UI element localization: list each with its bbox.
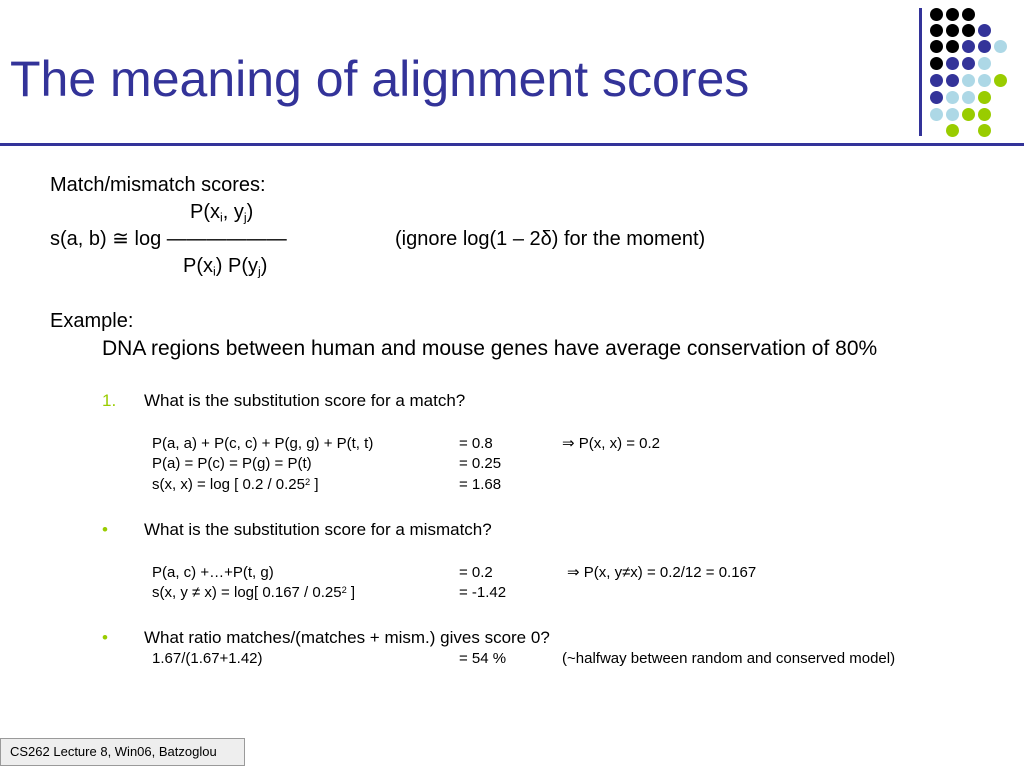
calc-row-left: 1.67/(1.67+1.42) xyxy=(152,650,263,667)
subscript: j xyxy=(243,210,247,225)
calc-row-mid: = 0.25 xyxy=(459,455,502,472)
decor-dot xyxy=(962,24,975,37)
calc-row-left xyxy=(152,477,319,492)
decor-dot xyxy=(930,91,943,104)
list-bullet: • xyxy=(102,520,108,539)
decor-dot xyxy=(946,8,959,21)
formula-text: ] xyxy=(310,476,319,493)
decor-dot xyxy=(978,74,991,87)
formula-text: ] xyxy=(346,584,356,601)
decor-dot xyxy=(978,91,991,104)
formula-text: ) xyxy=(260,255,268,277)
example-heading: Example: xyxy=(50,310,134,332)
calc-row-mid: = -1.42 xyxy=(459,584,507,601)
superscript: 2 xyxy=(341,584,347,595)
subscript: j xyxy=(257,264,261,279)
title-divider xyxy=(0,143,1024,146)
decor-dot xyxy=(978,24,991,37)
calc-row-left xyxy=(152,585,355,600)
list-marker-1: 1. xyxy=(102,391,117,410)
calc-row-mid: = 0.8 xyxy=(459,435,493,452)
decor-dot xyxy=(994,40,1007,53)
formula-numerator xyxy=(190,201,254,225)
decor-dot xyxy=(946,74,959,87)
formula-text: P(x xyxy=(190,201,220,223)
decor-dot xyxy=(946,108,959,121)
formula-denominator xyxy=(183,255,268,279)
formula-text: P(x xyxy=(183,255,213,277)
calc-row-mid: = 54 % xyxy=(459,650,507,667)
decor-dot xyxy=(946,57,959,70)
example-description: DNA regions between human and mouse genes have average conservation of 80% xyxy=(102,337,878,360)
decor-dot xyxy=(962,40,975,53)
match-section-heading: Match/mismatch scores: xyxy=(50,174,266,196)
calc-row-left: P(a, a) + P(c, c) + P(g, g) + P(t, t) xyxy=(152,435,374,452)
decor-dot xyxy=(946,24,959,37)
decor-dot xyxy=(962,91,975,104)
subscript: i xyxy=(213,264,216,279)
formula-text: s(x, x) = log [ 0.2 / 0.25 xyxy=(152,476,305,493)
list-bullet: • xyxy=(102,628,108,647)
question-mismatch: What is the substitution score for a mismatch? xyxy=(144,520,492,539)
decor-dot xyxy=(978,124,991,137)
decor-dot xyxy=(946,124,959,137)
formula-text: s(x, y ≠ x) = log[ 0.167 / 0.25 xyxy=(152,584,342,601)
calc-row-right: ⇒ P(x, x) = 0.2 xyxy=(562,435,661,452)
formula-text: ) xyxy=(246,201,254,223)
decor-dot xyxy=(930,8,943,21)
calc-row-right: ⇒ P(x, y≠x) = 0.2/12 = 0.167 xyxy=(567,564,757,581)
calc-row-mid: = 0.2 xyxy=(459,564,493,581)
decor-dot xyxy=(930,40,943,53)
decor-dot xyxy=(962,74,975,87)
calc-row-left: P(a) = P(c) = P(g) = P(t) xyxy=(152,455,312,472)
calc-row-right: (~halfway between random and conserved model) xyxy=(562,650,896,667)
slide-footer: CS262 Lecture 8, Win06, Batzoglou xyxy=(0,738,245,766)
decor-dot xyxy=(930,108,943,121)
decor-dot xyxy=(978,108,991,121)
decor-dot xyxy=(978,57,991,70)
formula-text: ) P(y xyxy=(215,255,258,277)
formula-text: , y xyxy=(222,201,244,223)
decor-dot xyxy=(946,91,959,104)
decor-dot xyxy=(930,24,943,37)
calc-row-left: P(a, c) +…+P(t, g) xyxy=(152,564,274,581)
decor-dot xyxy=(962,8,975,21)
formula-main-line: s(a, b) ≅ log —————— xyxy=(50,228,287,250)
subscript: i xyxy=(220,210,223,225)
decor-dot xyxy=(962,57,975,70)
decor-dot xyxy=(962,108,975,121)
decor-dot xyxy=(946,40,959,53)
vertical-accent-line xyxy=(919,8,922,136)
decor-dot xyxy=(930,74,943,87)
decor-dot xyxy=(994,74,1007,87)
decor-dot xyxy=(930,57,943,70)
formula-note: (ignore log(1 – 2δ) for the moment) xyxy=(395,228,706,250)
decor-dot xyxy=(978,40,991,53)
superscript: 2 xyxy=(305,476,311,487)
slide-title: The meaning of alignment scores xyxy=(10,51,750,107)
calc-row-mid: = 1.68 xyxy=(459,476,502,493)
question-match: What is the substitution score for a match? xyxy=(144,391,466,410)
question-ratio: What ratio matches/(matches + mism.) gives score 0? xyxy=(144,628,550,647)
